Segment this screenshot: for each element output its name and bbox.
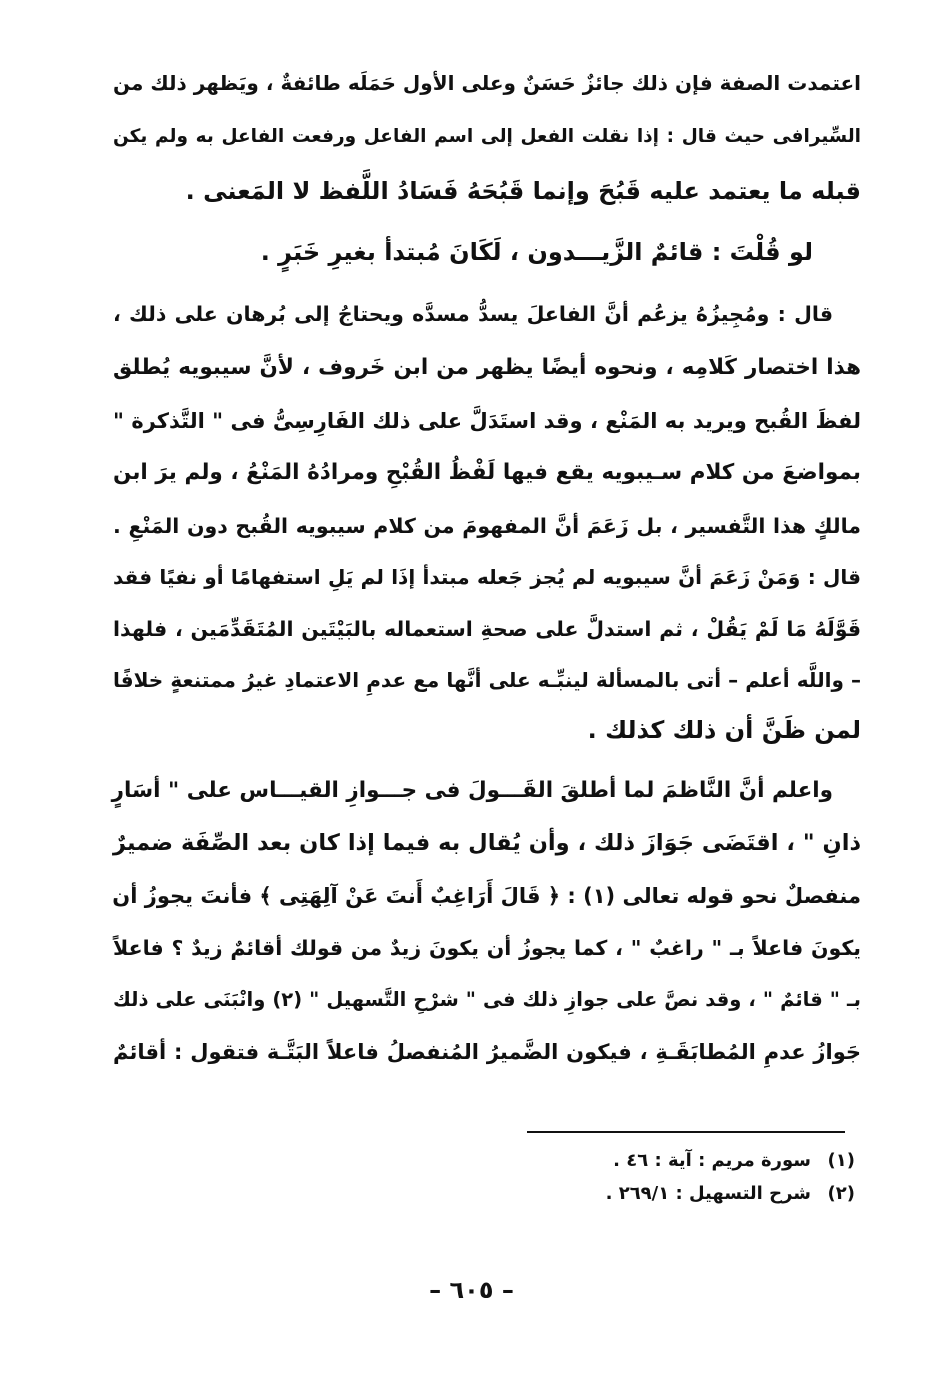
footnote-divider <box>527 1131 845 1133</box>
text-line: لمن ظَنَّ أن ذلك كذلك . <box>587 716 861 744</box>
text-line: قَوَّلَهُ مَا لَمْ يَقُلْ ، ثم استدلَّ على صحةِ استعماله بالبَيْتَين المُتَقَدِّمَين ، فلهذا <box>113 617 861 641</box>
text-line: لفظَ القُبح ويريد به المَنْع ، وقد استَدَلَّ على ذلك الفَارِسِىُّ فى " التَّذكرة " <box>113 409 861 433</box>
text-line: – واللَّه أعلم – أتى بالمسألة لينبِّـه على أنَّها مع عدمِ الاعتمادِ غيرُ ممتنعةٍ خلافًا <box>113 668 861 692</box>
page-number: – ٦٠٥ – <box>429 1276 514 1304</box>
text-line: جَوازُ عدمِ المُطابَقَـةِ ، فيكون الضَّميرُ المُنفصلُ فاعلاً البَتَّـة فتقول : أقائمٌ <box>113 1040 861 1064</box>
text-line: واعلم أنَّ النَّاظمَ لما أطلقَ القَـــولَ فى جـــوازِ القيـــاس على " أسَارٍ <box>111 778 833 803</box>
text-line: لو قُلْتَ : قائمٌ الزَّيـــدون ، لَكَانَ مُبتدأ بغيرِ خَبَرٍ . <box>260 238 813 266</box>
text-line: هذا اختصار كَلامِه ، ونحوه أيضًا يظهر من ابن خَروف ، لأنَّ سيبويه يُطلق <box>113 355 861 380</box>
text-line: بـ " قائمٌ " ، وقد نصَّ على جوازِ ذلك فى " شرْحِ التَّسهيل " (٢) وانْبَنَى على ذلك <box>113 988 861 1011</box>
text-line: بمواضعَ من كلام سـيبويه يقع فيها لَفْظُ القُبْحِ ومرادُهُ المَنْعُ ، ولم يرَ ابن <box>113 460 861 485</box>
text-line: قبله ما يعتمد عليه قَبُحَ وإنما قَبُحَهُ فَسَادُ اللَّفظ لا المَعنى . <box>185 177 861 205</box>
footnote-1 <box>613 1147 855 1175</box>
text-line: ذانِ " ، اقتَضَى جَوَازَ ذلك ، وأن يُقال به فيما إذا كان بعد الصِّفَة ضميرٌ <box>113 830 861 856</box>
text-line: قال : وَمَنْ زَعَمَ أنَّ سيبويه لم يُجز جَعله مبتدأ إذَا لم يَلِ استفهامًا أو نفيًا فقد <box>113 565 861 589</box>
footnote-text: سورة مريم : آية : ٤٦ . <box>613 1150 811 1171</box>
text-line: منفصلٌ نحو قوله تعالى (١) : ﴿ قَالَ أَرَاغِبٌ أَنتَ عَنْ آلِهَتِى ﴾ فأنتَ يجوزُ أن <box>112 884 861 908</box>
footnote-2 <box>606 1180 855 1208</box>
text-line: اعتمدت الصفة فإن ذلك جائزٌ حَسَنٌ وعلى الأول حَمَلَه طائفةٌ ، ويَظهر ذلك من <box>113 71 861 95</box>
text-line: يكونَ فاعلاً بـ " راغبٌ " ، كما يجوزُ أن يكونَ زيدٌ من قولك أقائمٌ زيدٌ ؟ فاعلاً <box>113 936 861 960</box>
footnote-number: (١) <box>827 1150 855 1171</box>
text-line: قال : ومُجِيزُهُ يزعُم أنَّ الفاعلَ يسدُّ مسدَّه ويحتاجُ إلى بُرهان على ذلك ، <box>113 302 833 326</box>
text-line: السِّيرافى حيث قال : إذا نقلت الفعل إلى اسم الفاعل ورفعت الفاعل به ولم يكن <box>113 126 861 147</box>
text-line: مالكٍ هذا التَّفسير ، بل زَعَمَ أنَّ المفهومَ من كلام سيبويه القُبح دون المَنْعِ . <box>113 514 861 538</box>
footnote-number: (٢) <box>827 1183 855 1204</box>
footnote-text: شرح التسهيل : ٢٦٩/١ . <box>605 1183 811 1204</box>
